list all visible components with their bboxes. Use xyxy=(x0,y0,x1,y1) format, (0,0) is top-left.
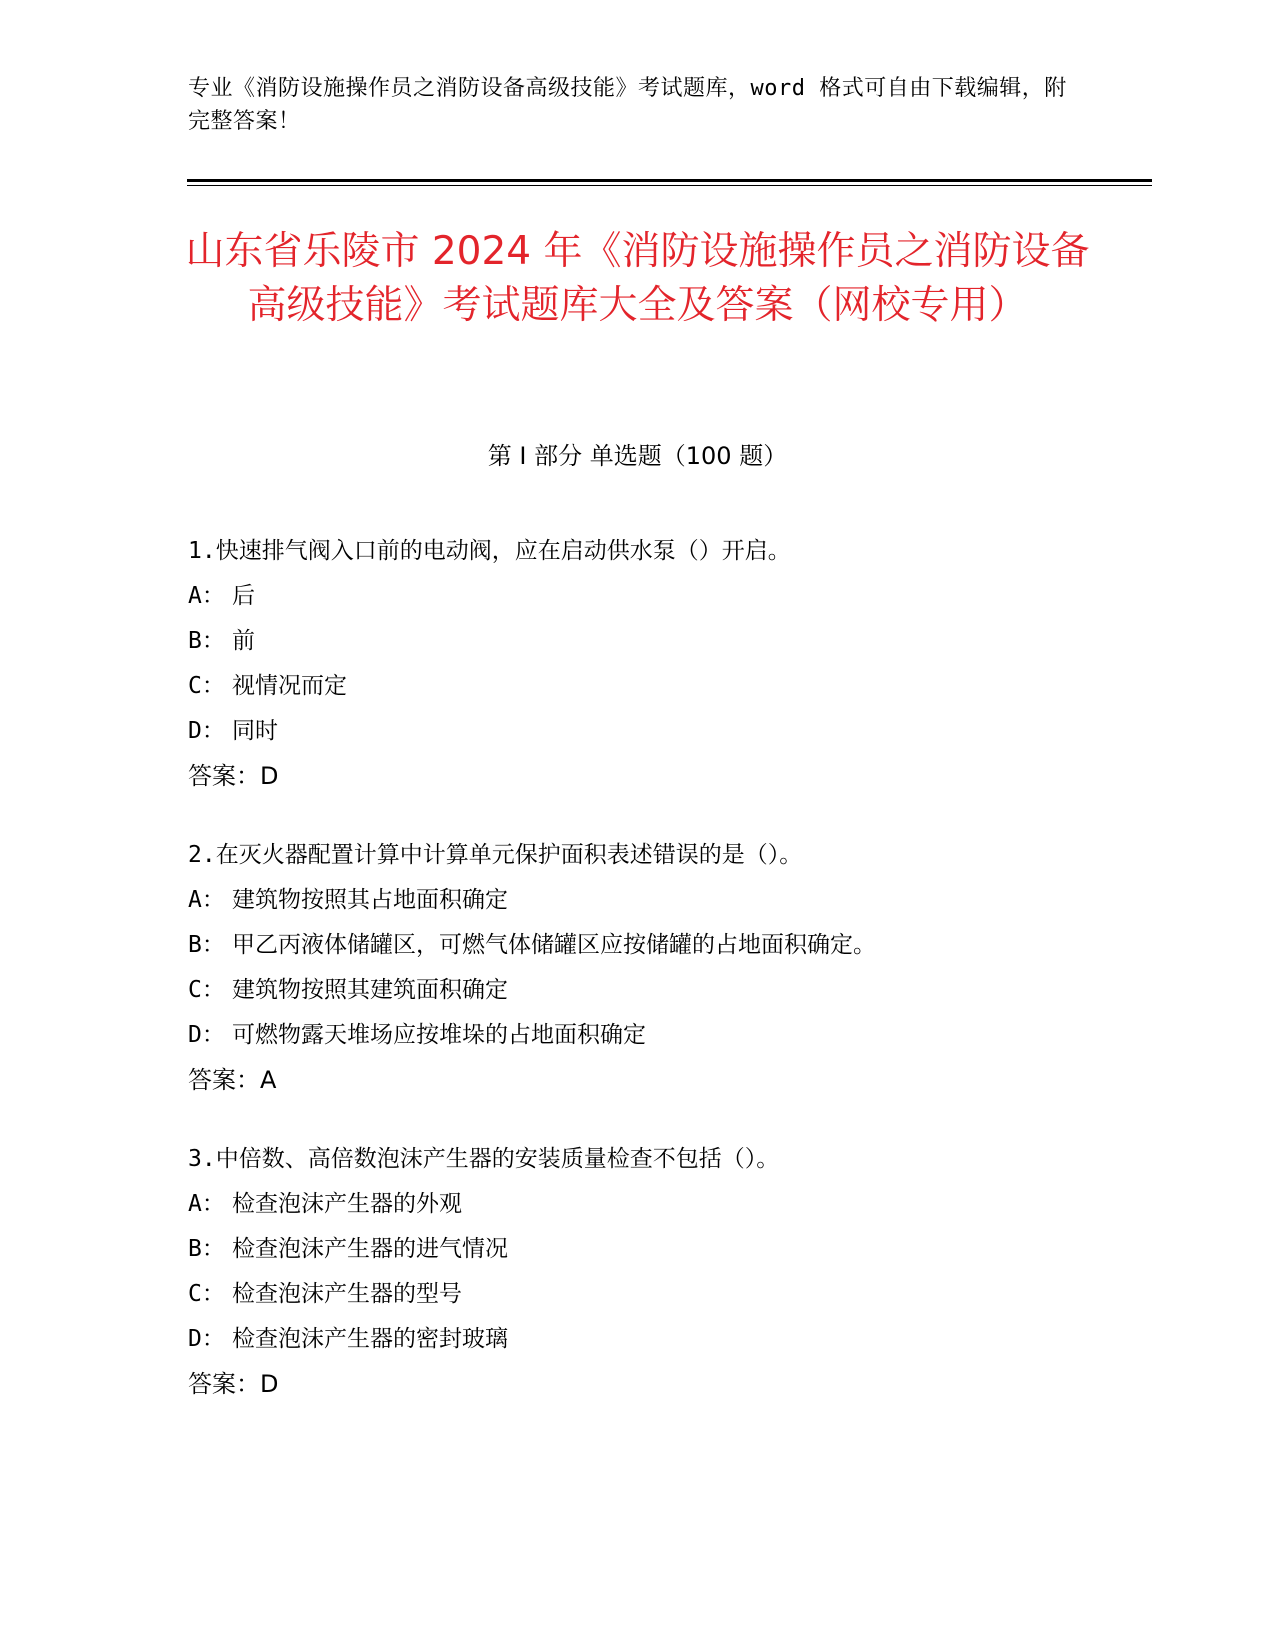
option-key: A： xyxy=(188,583,225,609)
option-text: 前 xyxy=(232,628,255,654)
question-stem: 1.快速排气阀入口前的电动阀，应在启动供水泵（）开启。 xyxy=(188,538,791,564)
header-divider-thick xyxy=(187,179,1152,182)
header-divider-thin xyxy=(187,185,1152,186)
option-text: 检查泡沫产生器的型号 xyxy=(232,1281,462,1307)
option-c xyxy=(188,1272,1148,1317)
option-b xyxy=(188,923,1148,968)
answer: 答案：A xyxy=(188,1066,277,1094)
answer: 答案：D xyxy=(188,762,279,790)
document-title: 山东省乐陵市 2024 年《消防设施操作员之消防设备高级技能》考试题库大全及答案（网校专用） xyxy=(185,229,1090,328)
option-key: B： xyxy=(188,628,225,654)
option-c xyxy=(188,968,1148,1013)
option-key: B： xyxy=(188,1236,225,1262)
option-text: 检查泡沫产生器的进气情况 xyxy=(232,1236,508,1262)
option-text: 建筑物按照其占地面积确定 xyxy=(232,887,508,913)
option-d xyxy=(188,709,1148,754)
question-1 xyxy=(188,529,1148,799)
option-key: D： xyxy=(188,1326,225,1352)
answer: 答案：D xyxy=(188,1370,279,1398)
option-d xyxy=(188,1317,1148,1362)
section-title: 第 I 部分 单选题（100 题） xyxy=(487,442,788,470)
question-2 xyxy=(188,833,1148,1103)
option-d xyxy=(188,1013,1148,1058)
option-b xyxy=(188,1227,1148,1272)
header-note: 专业《消防设施操作员之消防设备高级技能》考试题库，word 格式可自由下载编辑，附完整答案！ xyxy=(188,76,1067,134)
option-a xyxy=(188,574,1148,619)
option-text: 视情况而定 xyxy=(232,673,347,699)
option-text: 同时 xyxy=(232,718,278,744)
option-key: A： xyxy=(188,1191,225,1217)
question-list xyxy=(188,529,1148,1441)
option-text: 可燃物露天堆场应按堆垛的占地面积确定 xyxy=(232,1022,646,1048)
option-key: B： xyxy=(188,932,225,958)
option-c xyxy=(188,664,1148,709)
option-a xyxy=(188,1182,1148,1227)
option-text: 检查泡沫产生器的外观 xyxy=(232,1191,462,1217)
option-key: D： xyxy=(188,718,225,744)
option-key: C： xyxy=(188,977,225,1003)
question-3 xyxy=(188,1137,1148,1407)
option-key: C： xyxy=(188,1281,225,1307)
option-a xyxy=(188,878,1148,923)
question-stem: 3.中倍数、高倍数泡沫产生器的安装质量检查不包括（）。 xyxy=(188,1146,780,1172)
option-text: 检查泡沫产生器的密封玻璃 xyxy=(232,1326,508,1352)
question-stem: 2.在灭火器配置计算中计算单元保护面积表述错误的是（）。 xyxy=(188,842,803,868)
option-key: D： xyxy=(188,1022,225,1048)
option-text: 甲乙丙液体储罐区，可燃气体储罐区应按储罐的占地面积确定。 xyxy=(232,932,876,958)
option-key: C： xyxy=(188,673,225,699)
option-key: A： xyxy=(188,887,225,913)
option-b xyxy=(188,619,1148,664)
option-text: 建筑物按照其建筑面积确定 xyxy=(232,977,508,1003)
option-text: 后 xyxy=(232,583,255,609)
